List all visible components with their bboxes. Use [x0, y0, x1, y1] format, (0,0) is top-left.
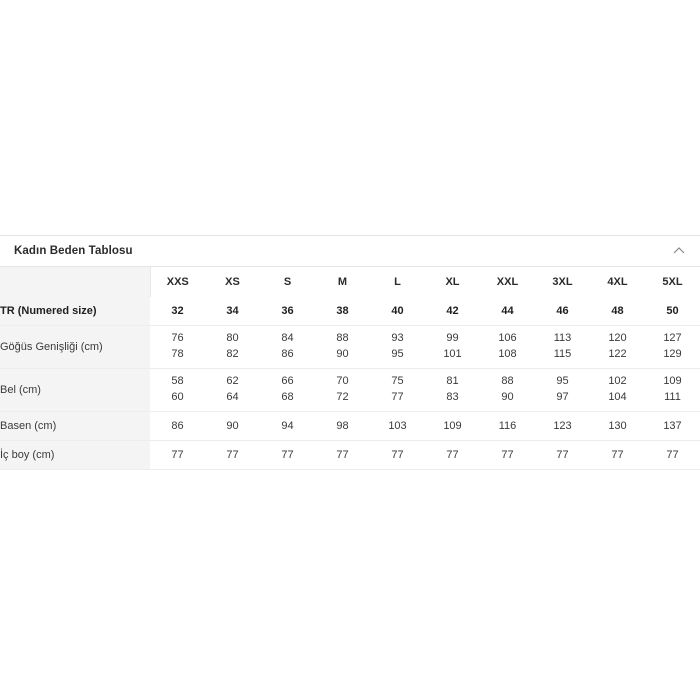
row-value: 38	[315, 297, 370, 326]
row-value: 77	[590, 441, 645, 470]
row-value	[260, 369, 315, 412]
value-top: 99	[446, 332, 459, 345]
value-top: 127	[663, 332, 682, 345]
row-value	[645, 369, 700, 412]
row-label: Basen (cm)	[0, 412, 150, 441]
row-value	[590, 326, 645, 369]
table-header-row	[0, 267, 700, 297]
row-value: 46	[535, 297, 590, 326]
value-bottom: 60	[171, 391, 184, 403]
row-value	[535, 369, 590, 412]
row-value: 86	[150, 412, 205, 441]
row-value: 44	[480, 297, 535, 326]
value-bottom: 77	[391, 391, 404, 403]
value-top: 76	[171, 332, 184, 345]
value-top: 93	[391, 332, 404, 345]
header-cell-s: S	[260, 267, 315, 297]
header-cell-xxs: XXS	[150, 267, 205, 297]
value-top: 58	[171, 375, 184, 388]
row-label: İç boy (cm)	[0, 441, 150, 470]
row-value: 130	[590, 412, 645, 441]
row-value: 77	[370, 441, 425, 470]
value-bottom: 78	[171, 348, 184, 360]
row-value	[480, 326, 535, 369]
value-bottom: 115	[553, 348, 572, 360]
row-label: Bel (cm)	[0, 369, 150, 412]
value-bottom: 68	[281, 391, 294, 403]
chevron-up-icon[interactable]	[672, 244, 686, 258]
value-bottom: 104	[608, 391, 627, 403]
row-value: 40	[370, 297, 425, 326]
row-value	[205, 326, 260, 369]
table-row	[0, 326, 700, 369]
value-bottom: 83	[446, 391, 459, 403]
value-top: 62	[226, 375, 239, 388]
row-value: 90	[205, 412, 260, 441]
row-value	[535, 326, 590, 369]
row-value: 77	[205, 441, 260, 470]
table-row	[0, 441, 700, 470]
row-value	[590, 369, 645, 412]
row-value: 94	[260, 412, 315, 441]
row-value	[370, 369, 425, 412]
header-cell-l: L	[370, 267, 425, 297]
value-top: 66	[281, 375, 294, 388]
row-value: 77	[535, 441, 590, 470]
value-bottom: 86	[281, 348, 294, 360]
row-value	[150, 326, 205, 369]
header-cell-xs: XS	[205, 267, 260, 297]
value-top: 70	[336, 375, 349, 388]
page-title: Kadın Beden Tablosu	[14, 245, 133, 257]
value-bottom: 122	[608, 348, 627, 360]
value-top: 88	[501, 375, 514, 388]
value-top: 120	[608, 332, 627, 345]
row-value: 42	[425, 297, 480, 326]
row-value: 103	[370, 412, 425, 441]
value-bottom: 90	[336, 348, 349, 360]
row-value: 36	[260, 297, 315, 326]
value-top: 113	[553, 332, 572, 345]
row-value: 77	[425, 441, 480, 470]
value-bottom: 72	[336, 391, 349, 403]
row-value: 123	[535, 412, 590, 441]
row-value: 109	[425, 412, 480, 441]
table-row	[0, 412, 700, 441]
row-value	[645, 326, 700, 369]
row-value	[315, 369, 370, 412]
row-value: 116	[480, 412, 535, 441]
value-top: 88	[336, 332, 349, 345]
value-bottom: 95	[391, 348, 404, 360]
size-chart-panel	[0, 235, 700, 470]
value-top: 75	[391, 375, 404, 388]
row-value	[260, 326, 315, 369]
value-bottom: 101	[443, 348, 462, 360]
row-value: 77	[480, 441, 535, 470]
value-top: 106	[498, 332, 517, 345]
row-value: 77	[315, 441, 370, 470]
value-bottom: 64	[226, 391, 239, 403]
row-value: 77	[260, 441, 315, 470]
header-cell-3xl: 3XL	[535, 267, 590, 297]
row-value: 77	[645, 441, 700, 470]
row-value: 77	[150, 441, 205, 470]
size-chart-header[interactable]	[0, 235, 700, 267]
value-top: 84	[281, 332, 294, 345]
header-cell-m: M	[315, 267, 370, 297]
row-value	[150, 369, 205, 412]
header-cell-label	[0, 267, 150, 297]
row-value: 137	[645, 412, 700, 441]
size-chart-table	[0, 267, 700, 470]
row-label: Göğüs Genişliği (cm)	[0, 326, 150, 369]
row-value: 32	[150, 297, 205, 326]
row-value	[480, 369, 535, 412]
value-bottom: 111	[664, 391, 681, 403]
header-cell-5xl: 5XL	[645, 267, 700, 297]
value-bottom: 129	[663, 348, 682, 360]
value-top: 95	[556, 375, 569, 388]
value-bottom: 97	[556, 391, 569, 403]
row-value	[205, 369, 260, 412]
row-label: TR (Numered size)	[0, 297, 150, 326]
header-cell-4xl: 4XL	[590, 267, 645, 297]
table-row	[0, 297, 700, 326]
header-cell-xxl: XXL	[480, 267, 535, 297]
row-value	[370, 326, 425, 369]
header-cell-xl: XL	[425, 267, 480, 297]
value-top: 81	[446, 375, 459, 388]
row-value: 34	[205, 297, 260, 326]
value-top: 109	[663, 375, 682, 388]
value-bottom: 82	[226, 348, 239, 360]
table-row	[0, 369, 700, 412]
row-value: 50	[645, 297, 700, 326]
value-top: 102	[608, 375, 627, 388]
row-value: 98	[315, 412, 370, 441]
row-value: 48	[590, 297, 645, 326]
row-value	[425, 326, 480, 369]
row-value	[315, 326, 370, 369]
value-top: 80	[226, 332, 239, 345]
value-bottom: 108	[498, 348, 517, 360]
value-bottom: 90	[501, 391, 514, 403]
row-value	[425, 369, 480, 412]
